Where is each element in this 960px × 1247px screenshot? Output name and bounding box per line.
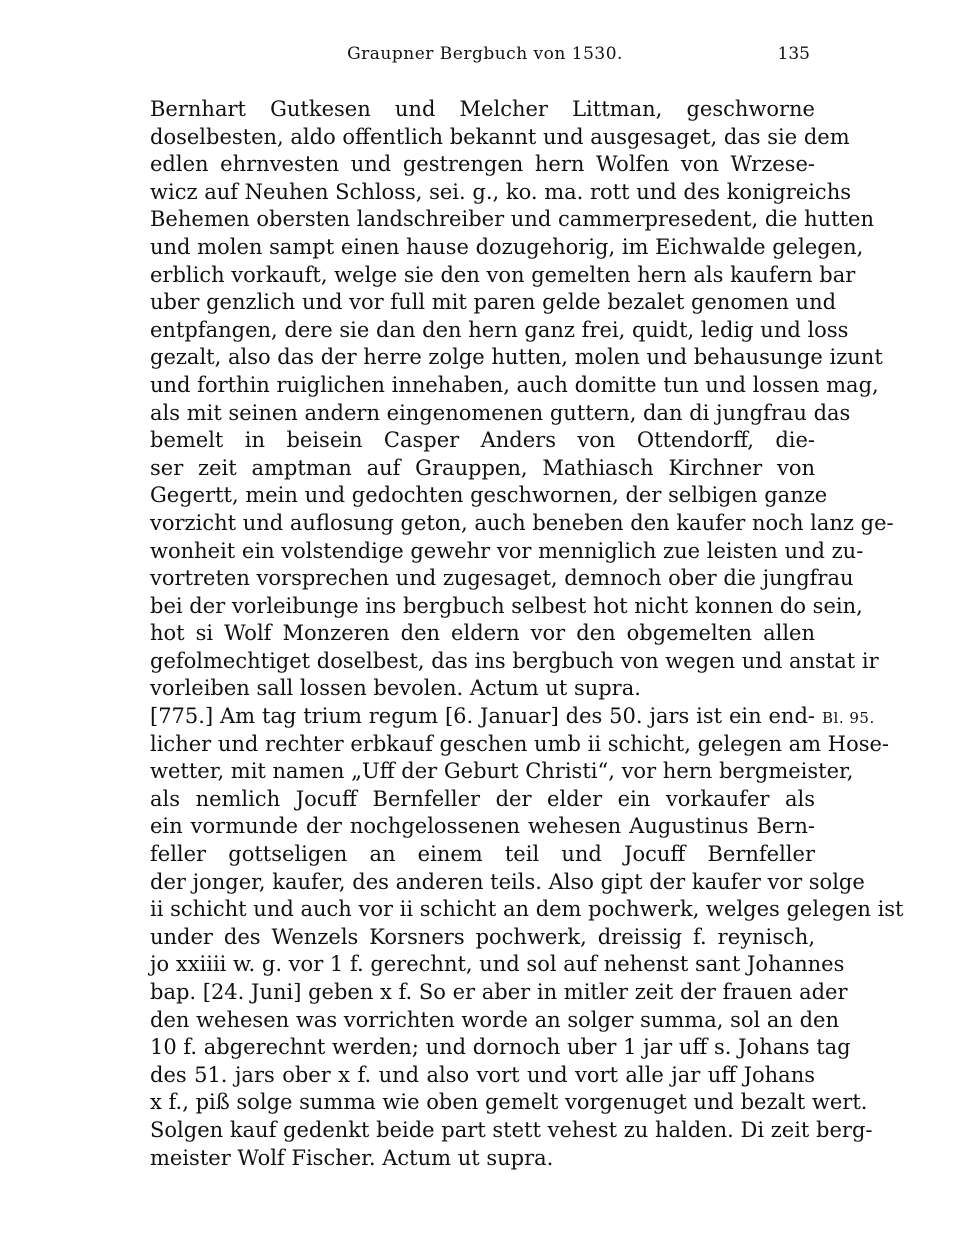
text-line: Solgen kauf gedenkt beide part stett vehest zu halden. Di zeit berg- — [150, 1117, 873, 1142]
text-line: wetter, mit namen „Uff der Geburt Christi“, vor hern bergmeister, — [150, 759, 854, 784]
text-line: licher und rechter erbkauf geschen umb ii schicht, gelegen am Hose- — [150, 731, 890, 756]
text-line: ii schicht und auch vor ii schicht an dem pochwerk, welges gelegen ist — [150, 897, 904, 922]
text-line: vorzicht und auflosung geton, auch beneben den kaufer noch lanz ge- — [150, 510, 894, 535]
text-line: gezalt, also das der herre zolge hutten, molen und behausunge izunt — [150, 345, 883, 370]
text-line: bemelt in beisein Casper Anders von Ottendorff, die- — [150, 428, 815, 453]
text-line: Behemen obersten landschreiber und cammerpresedent, die hutten — [150, 207, 874, 232]
text-line: feller gottseligen an einem teil und Jocuff Bernfeller — [150, 842, 815, 867]
text-line: der jonger, kaufer, des anderen teils. Also gipt der kaufer vor solge — [150, 869, 865, 894]
text-line: jo xxiiii w. g. vor 1 f. gerechnt, und sol auf nehenst sant Johannes — [150, 952, 845, 977]
text-line: under des Wenzels Korsners pochwerk, dreissig f. reynisch, — [150, 924, 815, 949]
text-line: bei der vorleibunge ins bergbuch selbest hot nicht konnen do sein, — [150, 593, 863, 618]
text-line: wicz auf Neuhen Schloss, sei. g., ko. ma. rott und des konigreichs — [150, 179, 851, 204]
text-line: edlen ehrnvesten und gestrengen hern Wolfen von Wrzese- — [150, 152, 815, 177]
text-line: ein vormunde der nochgelossenen wehesen Augustinus Bern- — [150, 814, 815, 839]
text-line: wonheit ein volstendige gewehr vor menniglich zue leisten und zu- — [150, 538, 864, 563]
text-line: des 51. jars ober x f. und also vort und vort alle jar uff Johans — [150, 1062, 815, 1087]
entry-start-line: [775.] Am tag trium regum [6. Januar] des 50. jars ist ein end- — [150, 704, 815, 729]
text-line: entpfangen, dere sie dan den hern ganz frei, quidt, ledig und loss — [150, 317, 849, 342]
text-line: als nemlich Jocuff Bernfeller der elder ein vorkaufer als — [150, 786, 815, 811]
text-line: Gegertt, mein und gedochten geschwornen, der selbigen ganze — [150, 483, 828, 508]
text-line: meister Wolf Fischer. Actum ut supra. — [150, 1145, 554, 1170]
text-line: ser zeit amptman auf Grauppen, Mathiasch Kirchner von — [150, 455, 815, 480]
text-line: vortreten vorsprechen und zugesaget, demnoch ober die jungfrau — [150, 566, 854, 591]
running-title: Graupner Bergbuch von 1530. — [347, 44, 623, 64]
page-number: 135 — [777, 44, 810, 64]
text-line: gefolmechtiget doselbest, das ins bergbuch von wegen und anstat ir — [150, 648, 879, 673]
text-line: doselbesten, aldo offentlich bekannt und ausgesaget, das sie dem — [150, 124, 850, 149]
text-line: Bernhart Gutkesen und Melcher Littman, geschworne — [150, 97, 815, 121]
text-line: hot si Wolf Monzeren den eldern vor den obgemelten allen — [150, 621, 815, 646]
text-line: als mit seinen andern eingenomenen guttern, dan di jungfrau das — [150, 400, 851, 425]
text-line: erblich vorkauft, welge sie den von gemelten hern als kaufern bar — [150, 262, 856, 287]
text-line: und molen sampt einen hause dozugehorig, im Eichwalde gelegen, — [150, 234, 864, 259]
page-header — [150, 40, 810, 70]
text-line: bap. [24. Juni] geben x f. So er aber in mitler zeit der frauen ader — [150, 980, 848, 1004]
text-line: vorleiben sall lossen bevolen. Actum ut supra. — [150, 676, 641, 701]
text-line: x f., piß solge summa wie oben gemelt vorgenuget und bezalt wert. — [150, 1090, 868, 1115]
text-line: den wehesen was vorrichten worde an solger summa, sol an den — [150, 1007, 840, 1032]
text-line: 10 f. abgerechnt werden; und dornoch uber 1 jar uff s. Johans tag — [150, 1035, 851, 1060]
text-line: uber genzlich und vor full mit paren gelde bezalet genomen und — [150, 290, 837, 315]
margin-note: Bl. 95. — [822, 709, 875, 727]
text-line: und forthin ruiglichen innehaben, auch domitte tun und lossen mag, — [150, 372, 879, 397]
